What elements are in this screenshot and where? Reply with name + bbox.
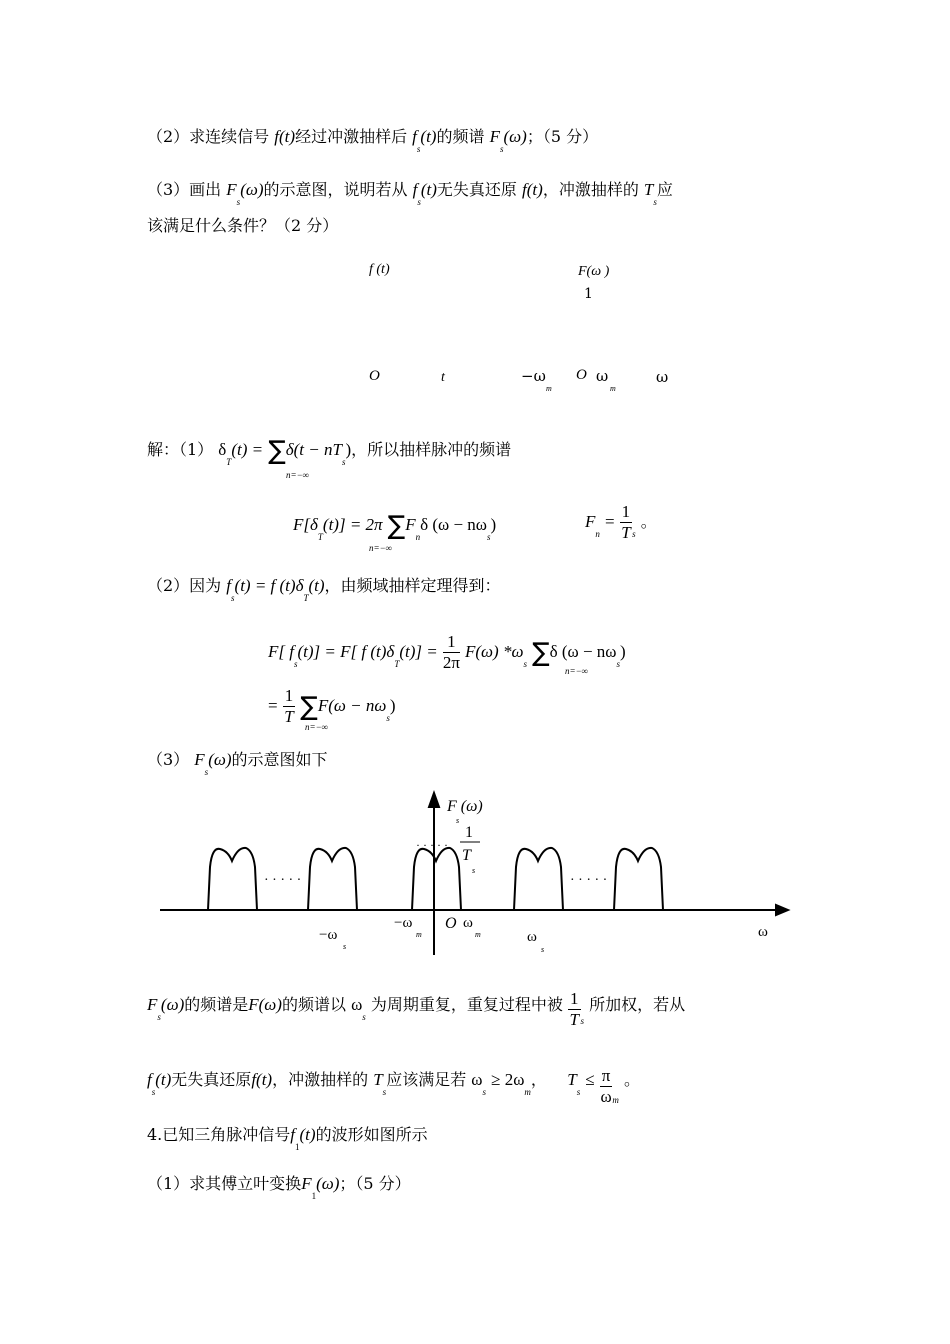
sum-index-2: n=−∞ [369, 543, 393, 553]
fig1-ft-label: f (t) [369, 262, 390, 277]
sum-index-4: n=−∞ [305, 722, 329, 732]
svg-text:m: m [475, 930, 481, 939]
fig1-wm: ω m [596, 367, 616, 393]
spectrum-lobe-center [412, 848, 461, 910]
sum-index-1: n=−∞ [286, 470, 310, 480]
question-3: （3）画出 $F_s(\omega)$的示意图，说明若从 $f_s(t)$无失真还原 f(t)，冲激抽样的 $T_s$应 [147, 180, 673, 207]
sum-sign: ∑ [268, 436, 286, 466]
spectrum-lobe-3 [514, 848, 563, 910]
fig1-neg-wm: −ω m [521, 367, 552, 393]
solution-2-eq-a: F[ $f_s(t)] = F$[ f $(t)\delta_T(t)$] = $\frac{1}{2\pi}$ F(ω) $*\omega_s$ ∑δ $(\omega - n\omega_s)$ [268, 632, 626, 672]
omega-axis-arrow [776, 905, 788, 915]
fig2-axis-label: F (ω) [447, 798, 483, 815]
Fs-axis-arrow [429, 793, 439, 807]
fig1-one-label: 1 [584, 286, 593, 302]
spectrum-lobe-1 [208, 848, 257, 910]
fig1-origin-1: O [369, 368, 380, 384]
svg-text:s: s [343, 942, 347, 951]
fig2-wm: ω [463, 915, 473, 931]
svg-text:s: s [472, 866, 476, 875]
question-4-part-1: （1）求其傅立叶变换$F_1(\omega)$；（5 分） [147, 1174, 411, 1201]
sum-index-3: n=−∞ [565, 666, 589, 676]
fig1-origin-2: O [576, 367, 587, 383]
fig1-w: ω [656, 368, 669, 386]
solution-1: 解：（1） $\delta_T(t) = \sum\delta(t - nT_s)$，所以抽样脉冲的频谱 [147, 436, 512, 467]
sampled-spectrum-figure [150, 785, 800, 965]
fig1-Fw-label: F(ω ) [578, 264, 610, 279]
question-4: 4.已知三角脉冲信号$f_1(t)$的波形如图所示 [147, 1125, 428, 1152]
fig2-neg-wm: −ω [394, 915, 413, 931]
fig1-t-label: t [441, 370, 445, 385]
spectrum-lobe-4 [614, 848, 663, 910]
svg-text:s: s [541, 945, 545, 954]
Fn-equation: $F_n$ = $\frac{1}{T}$ $_s$ 。 [585, 502, 657, 542]
solution-1-spectrum: $F[\delta_T(t)] = 2\pi$ $\sum F_n\delta$ $(\omega - n\omega_s)$ [293, 511, 497, 542]
fig2-ws: ω [527, 929, 537, 945]
fig2-one: 1 [465, 824, 473, 841]
dots-top: · · · · · [416, 838, 448, 852]
solution-3: （3） $F_s(\omega)$的示意图如下 [147, 750, 328, 777]
solution-2-eq-b: = $\frac{1}{T}$ $\sum F(\omega - n\omega_s)$ [268, 686, 396, 726]
question-3-line2: 该满足什么条件？（2 分） [147, 216, 339, 235]
fig2-origin: O [445, 915, 457, 932]
fig2-T: T [462, 847, 471, 864]
svg-text:s: s [456, 816, 460, 825]
fig2-neg-ws: −ω [319, 927, 338, 943]
fig2-w: ω [758, 924, 768, 940]
dots-right: · · · · · [570, 873, 608, 888]
question-2: （2）求连续信号 f(t)经过冲激抽样后 $f_s(t)$的频谱 $F_s(\omega)$；（5 分） [147, 127, 599, 154]
svg-text:m: m [416, 930, 422, 939]
conclusion-line-2: $f_s(t)$无失真还原f(t)，冲激抽样的 $T_s$应该满足若 $\omega_s \ge 2\omega_m$， $T_s$ ≤ $\frac{\pi}{\omega}$ $_m$ 。 [147, 1066, 640, 1106]
spectrum-lobe-2 [308, 848, 357, 910]
dots-left: · · · · · [264, 873, 302, 888]
conclusion-line-1: $F_s(\omega)$的频谱是F(ω)的频谱以 $\omega_s$ 为周期重复，重复过程中被 $\frac{1}{T}$ $_s$ 所加权，若从 [147, 989, 686, 1029]
solution-2: （2）因为 $f_s(t) = f$ $(t)\delta_T(t)$，由频域抽样定理得到： [147, 576, 501, 603]
